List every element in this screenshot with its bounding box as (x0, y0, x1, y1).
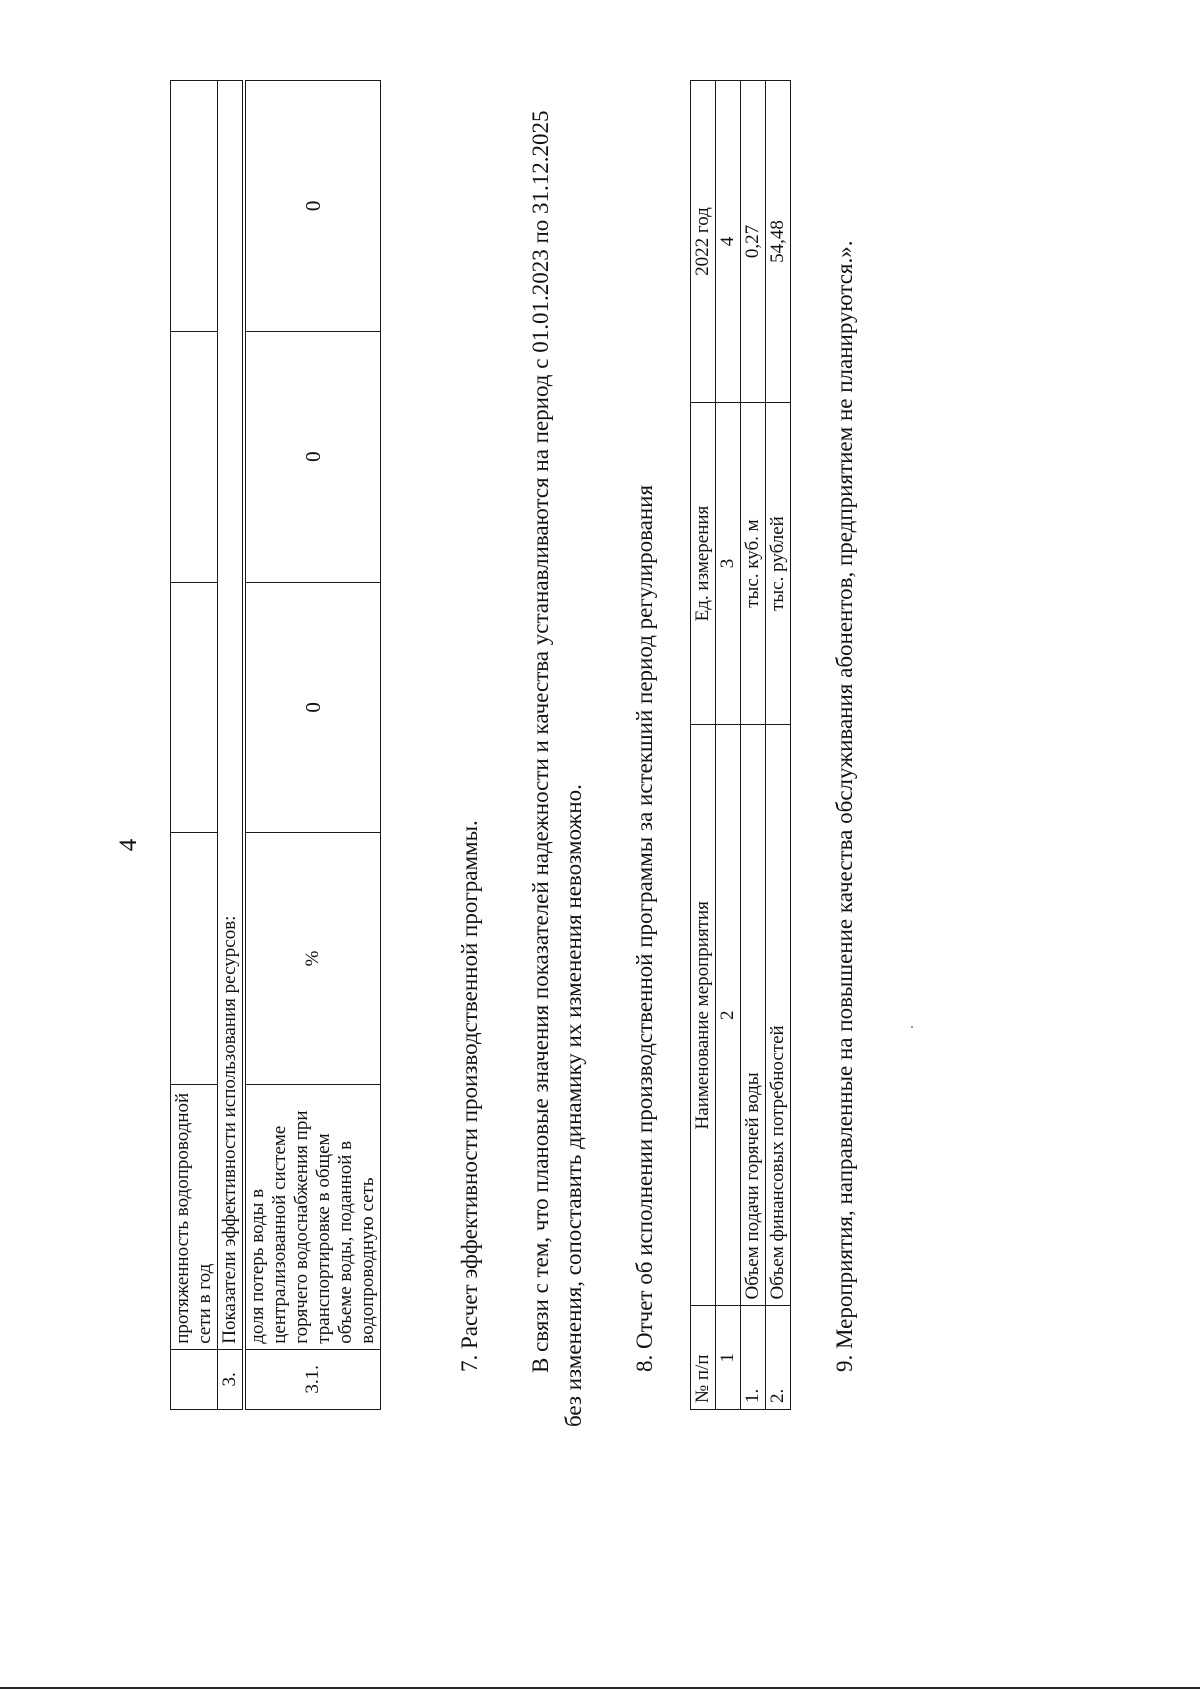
table-row (741, 81, 766, 1410)
activity-name: Объем финансовых потребностей (766, 725, 791, 1306)
activity-unit: тыс. куб. м (741, 403, 766, 725)
table-row (766, 81, 791, 1410)
indicators-table (170, 80, 381, 1410)
page-number: 4 (115, 838, 142, 852)
scan-speck (911, 1026, 913, 1028)
indicator-value (171, 81, 218, 332)
activity-name: Объем подачи горячей воды (741, 725, 766, 1306)
indicator-value (171, 582, 218, 833)
section-number: 3. (218, 1349, 245, 1409)
index-cell: 3 (716, 403, 741, 725)
report-table (690, 80, 791, 1410)
row-number (171, 1349, 218, 1409)
indicator-name: протяженность водопроводной сети в год (171, 1084, 218, 1349)
scan-edge-line (0, 1687, 1200, 1689)
indicator-unit (171, 833, 218, 1084)
header-cell: Ед. измерения (691, 403, 716, 725)
row-number: 1. (741, 1306, 766, 1410)
activity-value: 54,48 (766, 81, 791, 403)
activity-value: 0,27 (741, 81, 766, 403)
indicator-value: 0 (244, 331, 381, 582)
table-row (171, 81, 218, 1410)
indicator-value: 0 (244, 81, 381, 332)
header-cell: Наименование мероприятия (691, 725, 716, 1306)
section-9-text: 9. Мероприятия, направленные на повышение качества обслуживания абонентов, предприятием не планируются.». (832, 240, 857, 1372)
indicator-unit: % (244, 833, 381, 1084)
indicator-name: доля потерь воды в централизованной системе горячего водоснабжения при транспортировке в общем объеме воды, поданной в водопроводную сеть (244, 1084, 381, 1349)
index-cell: 2 (716, 725, 741, 1306)
section-title: Показатели эффективности использования ресурсов: (218, 81, 245, 1350)
table-row (218, 81, 245, 1410)
activity-unit: тыс. рублей (766, 403, 791, 725)
row-number: 3.1. (244, 1349, 381, 1409)
row-number: 2. (766, 1306, 791, 1410)
header-cell: 2022 год (691, 81, 716, 403)
section-8-heading: 8. Отчет об исполнении производственной программы за истекший период регулирования (632, 484, 657, 1372)
body-paragraph: В связи с тем, что плановые значения показателей надежности и качества устанавливаются на период с 01.01.2023 по 31.12.2025 без изменения, сопоставить динамику их изменения невозможно. (528, 110, 586, 1427)
table-index-row (716, 81, 741, 1410)
index-cell: 1 (716, 1306, 741, 1410)
index-cell: 4 (716, 81, 741, 403)
table-header-row (691, 81, 716, 1410)
indicator-value (171, 331, 218, 582)
table-row (244, 81, 381, 1410)
section-7-heading: 7. Расчет эффективности производственной программы. (457, 820, 482, 1372)
indicator-value: 0 (244, 582, 381, 833)
header-cell: № п/п (691, 1306, 716, 1410)
